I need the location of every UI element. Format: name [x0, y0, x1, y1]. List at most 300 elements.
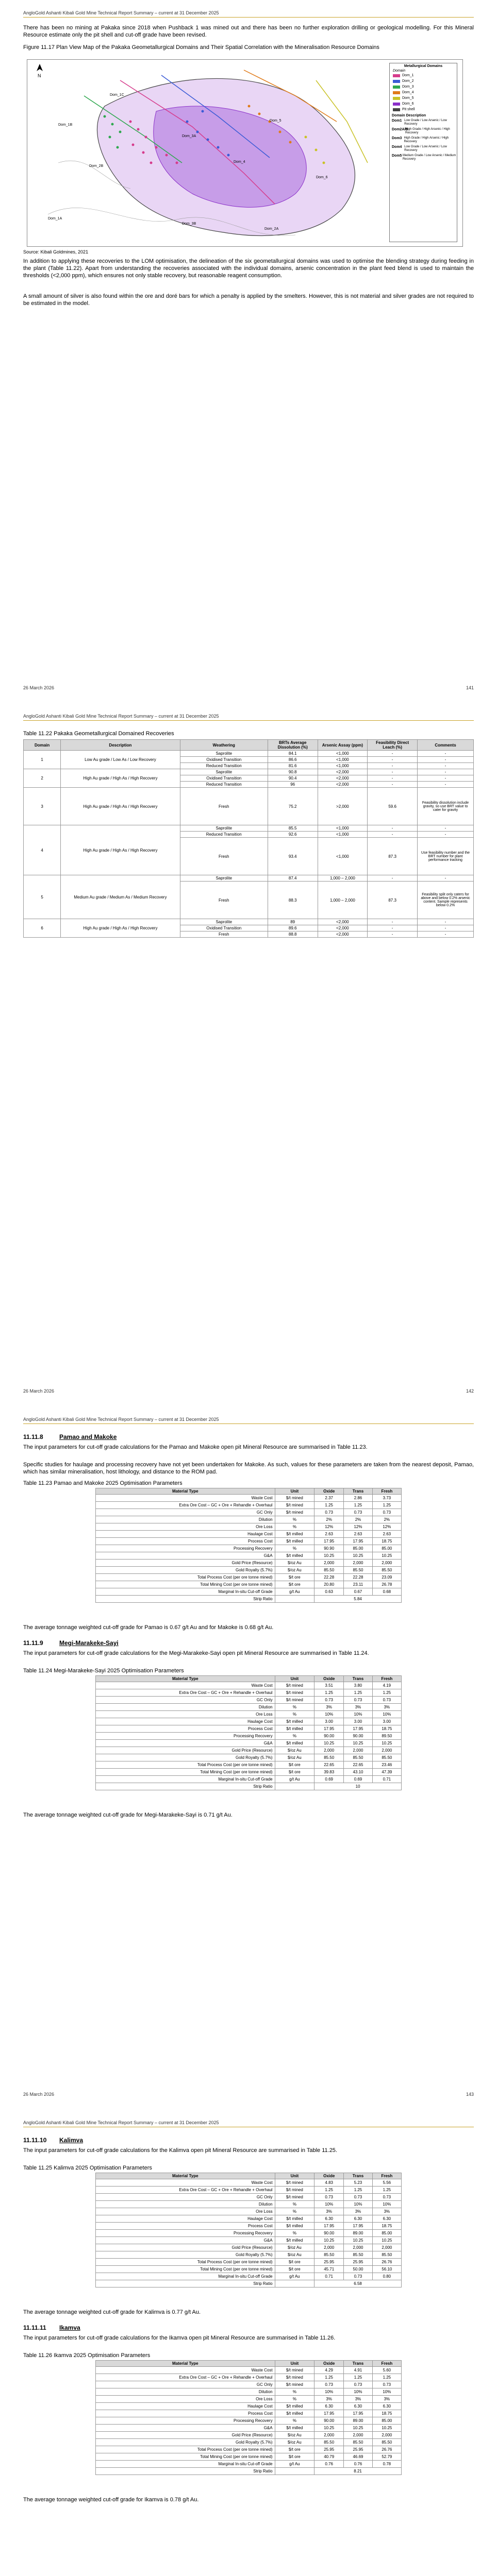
legend-domain-desc: High Grade / High Arsenic / High Recovery — [405, 128, 450, 134]
value-cell: 4.91 — [344, 2367, 372, 2374]
table-cell: Fresh — [180, 788, 268, 825]
value-cell: 85.50 — [344, 2251, 372, 2259]
table-cell: Oxidised Transition — [180, 775, 268, 782]
value-cell: 2,000 — [372, 2244, 401, 2251]
table-cell: Feasibility dissolution include gravity, so use BRT value to cater for gravity — [417, 788, 473, 825]
row-label: Total Process Cost (per ore tonne mined) — [96, 2259, 275, 2266]
section-number: 11.11.10 — [23, 2137, 47, 2144]
value-cell: 39.83 — [314, 1769, 344, 1776]
unit-cell: $/oz Au — [275, 1754, 314, 1761]
row-label: Total Mining Cost (per ore tonne mined) — [96, 2266, 275, 2273]
value-cell: 17.95 — [344, 1725, 372, 1733]
page-number: 141 — [466, 685, 474, 690]
row-label: Gold Price (Resource) — [96, 2432, 275, 2439]
value-cell: 4.29 — [314, 2367, 344, 2374]
column-header: Unit — [275, 2361, 314, 2367]
domain-label: Dom_1A — [48, 217, 62, 221]
unit-cell: $/t mined — [275, 2374, 314, 2381]
table-row — [96, 2367, 402, 2374]
table-cell: Saprolite — [180, 751, 268, 757]
table-row — [96, 1567, 402, 1574]
table-cell: <2,000 — [318, 919, 368, 925]
domain-cell: 3 — [24, 788, 61, 825]
table-row — [96, 2446, 402, 2453]
table-row — [96, 2432, 402, 2439]
table-row — [96, 1495, 402, 1502]
unit-cell: g/t Au — [275, 2273, 314, 2280]
unit-cell: $/t ore — [275, 1761, 314, 1769]
row-label: G&A — [96, 2425, 275, 2432]
table-caption: Table 11.26 Ikamva 2025 Optimisation Parameters — [23, 2352, 151, 2359]
table-cell: 81.6 — [268, 763, 318, 769]
row-label: GC Only — [96, 2381, 275, 2388]
row-label: Waste Cost — [96, 2179, 275, 2187]
value-cell: 1.25 — [344, 1502, 372, 1509]
table-row — [96, 2251, 402, 2259]
paragraph: The input parameters for cut-off grade calculations for the Megi-Marakeke-Sayi open pit Mineral Resource are summarised in Table 11.24. — [23, 1650, 369, 1656]
value-cell: 1.25 — [372, 1502, 401, 1509]
value-cell: 10% — [314, 2201, 344, 2208]
table-note: The average tonnage weighted cut-off grade for Ikamva is 0.78 g/t Au. — [23, 2497, 199, 2503]
description-cell: High Au grade / High As / High Recovery — [61, 919, 180, 938]
value-cell: 3% — [314, 2208, 344, 2215]
value-cell: 2,000 — [344, 2244, 372, 2251]
table-row — [96, 1697, 402, 1704]
section-number: 11.11.11 — [23, 2324, 46, 2331]
column-header: Trans — [344, 2173, 372, 2179]
table-caption: Table 11.25 Kalimva 2025 Optimisation Parameters — [23, 2165, 152, 2171]
north-label: N — [38, 73, 41, 78]
table-cell: - — [417, 775, 473, 782]
table-cell: 1,000 – 2,000 — [318, 875, 368, 882]
value-cell: 3.51 — [314, 1682, 344, 1689]
table-row — [96, 2453, 402, 2461]
table-row — [96, 1761, 402, 1769]
value-cell: 3.00 — [314, 1718, 344, 1725]
row-label: Total Process Cost (per ore tonne mined) — [96, 2446, 275, 2453]
legend-label: Dom_3 — [402, 85, 414, 89]
unit-cell: % — [275, 1516, 314, 1523]
value-cell: 25.95 — [344, 2446, 372, 2453]
footer-date: 26 March 2026 — [23, 2092, 55, 2097]
table-cell: Saprolite — [180, 769, 268, 775]
table-cell: - — [417, 782, 473, 788]
table-row — [24, 919, 474, 925]
table-cell: 92.6 — [268, 832, 318, 838]
value-cell: 10% — [372, 2201, 401, 2208]
unit-cell: $/t milled — [275, 2223, 314, 2230]
value-cell: 3% — [314, 1704, 344, 1711]
value-cell: 0.73 — [314, 1509, 344, 1516]
value-cell: 3% — [372, 1704, 401, 1711]
value-cell: 85.50 — [372, 1754, 401, 1761]
column-header: Material Type — [96, 1676, 275, 1682]
domain-label: Dom_2B — [89, 164, 104, 168]
figure-caption: Figure 11.17 Plan View Map of the Pakaka Geometallurgical Domains and Their Spatial Correlation with the Mineralisation Resource Domains — [23, 44, 379, 50]
table-cell: 59.6 — [368, 788, 418, 825]
table-row — [96, 1509, 402, 1516]
value-cell: 0.69 — [314, 1776, 344, 1783]
value-cell: 2,000 — [372, 1747, 401, 1754]
table-row — [96, 2230, 402, 2237]
legend-label: Dom_1 — [402, 74, 414, 77]
legend-label: Dom_5 — [402, 96, 414, 100]
value-cell: 10% — [372, 2388, 401, 2396]
column-header: Oxide — [314, 2361, 344, 2367]
table-cell: 1,000 – 2,000 — [318, 882, 368, 919]
value-cell: 23.46 — [372, 1761, 401, 1769]
table-row — [96, 1776, 402, 1783]
row-label: Ore Loss — [96, 1523, 275, 1531]
column-header: Description — [61, 740, 180, 751]
column-header: Unit — [275, 2173, 314, 2179]
row-label: GC Only — [96, 1697, 275, 1704]
table-cell: - — [417, 832, 473, 838]
geomet-domain-map — [27, 59, 463, 247]
table-cell: Use feasibility number and the BRT number for plant performance tracking — [417, 838, 473, 875]
value-cell: 2,000 — [372, 2432, 401, 2439]
value-cell: 0.73 — [372, 2381, 401, 2388]
legend-domain-code: Dom4 — [392, 145, 402, 149]
value-cell: 2.63 — [314, 1531, 344, 1538]
table-row — [96, 1740, 402, 1747]
value-cell: 3% — [344, 1704, 372, 1711]
table-row — [96, 1531, 402, 1538]
table-row — [96, 1711, 402, 1718]
row-label: Strip Ratio — [96, 2468, 275, 2475]
legend-item — [390, 73, 457, 78]
value-cell: 17.95 — [314, 1538, 344, 1545]
value-cell: 2,000 — [314, 2244, 344, 2251]
value-cell: 6.30 — [372, 2215, 401, 2223]
table-row — [96, 2381, 402, 2388]
table-cell: - — [417, 931, 473, 938]
value-cell: 4.19 — [372, 1682, 401, 1689]
row-label: GC Only — [96, 2194, 275, 2201]
value-cell: 56.10 — [372, 2266, 401, 2273]
table-row — [96, 2425, 402, 2432]
table-cell: Feasibility split only caters for above and below 0.2% arsenic content. Sample represents below 0.2% — [417, 882, 473, 919]
value-cell: 85.00 — [372, 2417, 401, 2425]
legend-domain-desc: High Grade / High Arsenic / High Recovery — [404, 137, 449, 143]
value-cell: 0.63 — [314, 1588, 344, 1596]
paragraph: The input parameters for cut-off grade calculations for the Kalimva open pit Mineral Resource are summarised in Table 11.25. — [23, 2147, 337, 2154]
value-cell: 6.30 — [314, 2215, 344, 2223]
table-header-row — [24, 740, 474, 751]
value-cell: 25.95 — [314, 2446, 344, 2453]
legend-domain-code: Dom1 — [392, 119, 402, 123]
row-label: Waste Cost — [96, 1682, 275, 1689]
table-cell: Oxidised Transition — [180, 757, 268, 763]
value-cell: 18.75 — [372, 2223, 401, 2230]
value-cell: 10.25 — [372, 2425, 401, 2432]
table-cell: Saprolite — [180, 919, 268, 925]
row-label: Processing Recovery — [96, 1733, 275, 1740]
value-cell: 1.25 — [344, 1689, 372, 1697]
value-cell: 0.71 — [372, 1776, 401, 1783]
value-cell: 10 — [314, 1783, 402, 1790]
row-label: Ore Loss — [96, 2396, 275, 2403]
table-cell: Saprolite — [180, 825, 268, 832]
value-cell: 18.75 — [372, 1725, 401, 1733]
page-141 — [0, 0, 497, 703]
value-cell: 3% — [314, 2396, 344, 2403]
table-row — [96, 1574, 402, 1581]
legend-domain — [392, 145, 457, 152]
unit-cell: $/t ore — [275, 1574, 314, 1581]
value-cell: 1.25 — [314, 1502, 344, 1509]
value-cell: 3.00 — [372, 1718, 401, 1725]
table-cell: 90.8 — [268, 769, 318, 775]
unit-cell: g/t Au — [275, 1776, 314, 1783]
domain-label: Dom_3A — [182, 134, 196, 138]
row-label: Processing Recovery — [96, 1545, 275, 1552]
unit-cell: $/t mined — [275, 1502, 314, 1509]
value-cell: 12% — [344, 1523, 372, 1531]
value-cell: 17.95 — [314, 2223, 344, 2230]
value-cell: 18.75 — [372, 2410, 401, 2417]
unit-cell: $/t mined — [275, 1495, 314, 1502]
row-label: Dilution — [96, 2388, 275, 2396]
section-heading — [23, 1639, 119, 1647]
row-label: G&A — [96, 2237, 275, 2244]
table-cell: Saprolite — [180, 875, 268, 882]
value-cell: 0.73 — [372, 1697, 401, 1704]
value-cell: 2.63 — [344, 1531, 372, 1538]
table-cell: Oxidised Transition — [180, 925, 268, 931]
value-cell: 10% — [344, 2388, 372, 2396]
value-cell: 89.50 — [372, 1733, 401, 1740]
table-row — [96, 1754, 402, 1761]
description-cell: Low Au grade / Low As / Low Recovery — [61, 751, 180, 769]
table-note: The average tonnage weighted cut-off grade for Pamao is 0.67 g/t Au and for Makoke is 0.68 g/t Au. — [23, 1624, 274, 1631]
table-row — [96, 2244, 402, 2251]
unit-cell: $/t milled — [275, 1725, 314, 1733]
row-label: G&A — [96, 1740, 275, 1747]
value-cell: 3% — [372, 2396, 401, 2403]
value-cell: 90.90 — [314, 1545, 344, 1552]
table-note: The average tonnage weighted cut-off grade for Megi-Marakeke-Sayi is 0.71 g/t Au. — [23, 1812, 233, 1818]
value-cell: 0.71 — [314, 2273, 344, 2280]
unit-cell: % — [275, 2417, 314, 2425]
value-cell: 85.50 — [314, 2251, 344, 2259]
domain-cell: 5 — [24, 875, 61, 919]
value-cell: 90.00 — [314, 1733, 344, 1740]
legend-label: Pit shell — [402, 108, 415, 111]
value-cell: 10.25 — [314, 1552, 344, 1560]
legend-item — [390, 107, 457, 112]
page-144 — [0, 2110, 497, 2576]
legend-swatch — [393, 97, 400, 100]
legend-domain — [392, 154, 457, 161]
row-label: Total Process Cost (per ore tonne mined) — [96, 1761, 275, 1769]
section-number: 11.11.8 — [23, 1433, 43, 1440]
value-cell: 3% — [372, 2208, 401, 2215]
table-header-row — [96, 1488, 402, 1495]
unit-cell: % — [275, 1704, 314, 1711]
unit-cell: % — [275, 2388, 314, 2396]
unit-cell: $/t mined — [275, 2194, 314, 2201]
table-cell: 93.4 — [268, 838, 318, 875]
table-cell: <1,000 — [318, 763, 368, 769]
value-cell: 0.67 — [344, 1588, 372, 1596]
kalimva-params-table — [95, 2173, 402, 2287]
value-cell: 10.25 — [372, 1740, 401, 1747]
value-cell: 2,000 — [314, 1560, 344, 1567]
paragraph: The input parameters for cut-off grade calculations for the Ikamva open pit Mineral Resource are summarised in Table 11.26. — [23, 2335, 336, 2341]
value-cell: 3% — [344, 2208, 372, 2215]
table-cell: - — [368, 763, 418, 769]
table-cell: - — [417, 919, 473, 925]
unit-cell: $/t mined — [275, 1509, 314, 1516]
row-label: Extra Ore Cost – GC + Ore + Rehandle + Overhaul — [96, 2374, 275, 2381]
value-cell: 25.95 — [314, 2259, 344, 2266]
paragraph: A small amount of silver is also found within the ore and doré bars for which a penalty is applied by the smelters. However, this is not material and silver grades are not required to be estimated in the model. — [23, 293, 474, 307]
pamao-makoke-params-table — [95, 1488, 402, 1603]
footer-date: 26 March 2026 — [23, 1388, 55, 1394]
table-cell: 89 — [268, 919, 318, 925]
paragraph: In addition to applying these recoveries to the LOM optimisation, the delineation of the six geometallurgical domains was used to optimise the blending strategy during feeding in the plant (Table 11.22). Apart from understanding the recoveries associated with the individual domains, arsenic concentration in the plant feed blend is used to maintain the thresholds (<2,000 ppm), which ensures not only stable recovery, but reasonable reagent consumption. — [23, 258, 474, 279]
table-row — [96, 2417, 402, 2425]
description-cell: High Au grade / High As / High Recovery — [61, 788, 180, 825]
row-label: Dilution — [96, 1704, 275, 1711]
table-cell: <1,000 — [318, 832, 368, 838]
value-cell: 2.37 — [314, 1495, 344, 1502]
value-cell: 0.73 — [314, 1697, 344, 1704]
column-header: Material Type — [96, 2173, 275, 2179]
table-row — [96, 2194, 402, 2201]
row-label: Strip Ratio — [96, 1783, 275, 1790]
value-cell: 5.84 — [314, 1596, 402, 1603]
table-row — [96, 1588, 402, 1596]
row-label: G&A — [96, 1552, 275, 1560]
table-caption: Table 11.24 Megi-Marakeke-Sayi 2025 Optimisation Parameters — [23, 1668, 184, 1674]
megi-params-table — [95, 1675, 402, 1790]
column-header: Comments — [417, 740, 473, 751]
value-cell: 10.25 — [314, 2425, 344, 2432]
value-cell: 0.73 — [372, 1509, 401, 1516]
table-cell: 86.6 — [268, 757, 318, 763]
value-cell: 10.25 — [344, 1740, 372, 1747]
value-cell: 5.60 — [372, 2367, 401, 2374]
value-cell: 90.00 — [314, 2417, 344, 2425]
table-row — [24, 788, 474, 825]
value-cell: 0.78 — [372, 2461, 401, 2468]
column-header: Arsenic Assay (ppm) — [318, 740, 368, 751]
legend-domain-desc: Low Grade / Low Arsenic / Low Recovery — [404, 119, 447, 126]
column-header: Oxide — [314, 2173, 344, 2179]
unit-cell: $/t ore — [275, 2446, 314, 2453]
description-cell: Medium Au grade / Medium As / Medium Recovery — [61, 875, 180, 919]
unit-cell: % — [275, 2230, 314, 2237]
value-cell: 22.65 — [344, 1761, 372, 1769]
value-cell: 10% — [344, 1711, 372, 1718]
value-cell: 0.73 — [314, 2194, 344, 2201]
row-label: Process Cost — [96, 1725, 275, 1733]
table-note: The average tonnage weighted cut-off grade for Kalimva is 0.77 g/t Au. — [23, 2309, 201, 2315]
page-142 — [0, 703, 497, 1406]
value-cell: 10.25 — [372, 1552, 401, 1560]
table-cell: - — [417, 763, 473, 769]
table-row — [96, 2403, 402, 2410]
table-row — [24, 825, 474, 832]
figure-source: Source: Kibali Goldmines, 2021 — [23, 249, 89, 255]
section-heading — [23, 2137, 83, 2144]
table-caption: Table 11.22 Pakaka Geometallurgical Domained Recoveries — [23, 731, 174, 737]
value-cell: 2,000 — [314, 2432, 344, 2439]
value-cell: 10.25 — [372, 2237, 401, 2244]
value-cell: 1.25 — [344, 2187, 372, 2194]
header-rule — [23, 17, 474, 18]
table-row — [96, 1516, 402, 1523]
table-cell: 87.4 — [268, 875, 318, 882]
value-cell: 10.25 — [344, 2237, 372, 2244]
value-cell: 0.69 — [344, 1776, 372, 1783]
legend-swatch — [393, 74, 400, 77]
value-cell: 8.21 — [314, 2468, 402, 2475]
table-cell: - — [417, 875, 473, 882]
value-cell: 2,000 — [344, 1560, 372, 1567]
value-cell: 10% — [314, 2388, 344, 2396]
unit-cell: $/t mined — [275, 2381, 314, 2388]
unit-cell: $/t mined — [275, 1682, 314, 1689]
table-cell: 75.2 — [268, 788, 318, 825]
map-legend — [389, 63, 457, 242]
table-row — [96, 1689, 402, 1697]
unit-cell — [275, 1596, 314, 1603]
value-cell: 17.95 — [314, 1725, 344, 1733]
row-label: Process Cost — [96, 2223, 275, 2230]
unit-cell: $/t milled — [275, 2215, 314, 2223]
value-cell: 0.68 — [372, 1588, 401, 1596]
table-cell: Fresh — [180, 838, 268, 875]
page-number: 143 — [466, 2092, 474, 2097]
value-cell: 85.50 — [314, 1754, 344, 1761]
table-cell: 90.4 — [268, 775, 318, 782]
value-cell: 85.50 — [344, 1754, 372, 1761]
unit-cell: $/t mined — [275, 2187, 314, 2194]
table-row — [96, 2388, 402, 2396]
table-row — [96, 2208, 402, 2215]
table-cell: <2,000 — [318, 931, 368, 938]
value-cell: 85.50 — [344, 1567, 372, 1574]
row-label: Haulage Cost — [96, 2403, 275, 2410]
table-row — [96, 1733, 402, 1740]
value-cell: 1.25 — [314, 2187, 344, 2194]
value-cell: 6.30 — [314, 2403, 344, 2410]
legend-subtitle: Domain — [393, 69, 406, 73]
value-cell: 0.73 — [372, 2194, 401, 2201]
value-cell: 6.30 — [344, 2215, 372, 2223]
page-header: AngloGold Ashanti Kibali Gold Mine Technical Report Summary – current at 31 December 2025 — [23, 10, 219, 15]
table-row — [96, 2439, 402, 2446]
unit-cell: $/t milled — [275, 1740, 314, 1747]
unit-cell: $/t ore — [275, 1769, 314, 1776]
table-row — [96, 1725, 402, 1733]
header-rule — [23, 720, 474, 721]
table-cell: 88.8 — [268, 931, 318, 938]
unit-cell: $/oz Au — [275, 2432, 314, 2439]
page-143 — [0, 1406, 497, 2110]
value-cell: 85.50 — [314, 1567, 344, 1574]
value-cell: 1.25 — [372, 1689, 401, 1697]
value-cell: 85.50 — [344, 2439, 372, 2446]
row-label: Process Cost — [96, 2410, 275, 2417]
legend-section-title: Domain Description — [392, 114, 426, 117]
row-label: Waste Cost — [96, 2367, 275, 2374]
row-label: Marginal In-situ Cut-off Grade — [96, 2273, 275, 2280]
value-cell: 22.65 — [314, 1761, 344, 1769]
